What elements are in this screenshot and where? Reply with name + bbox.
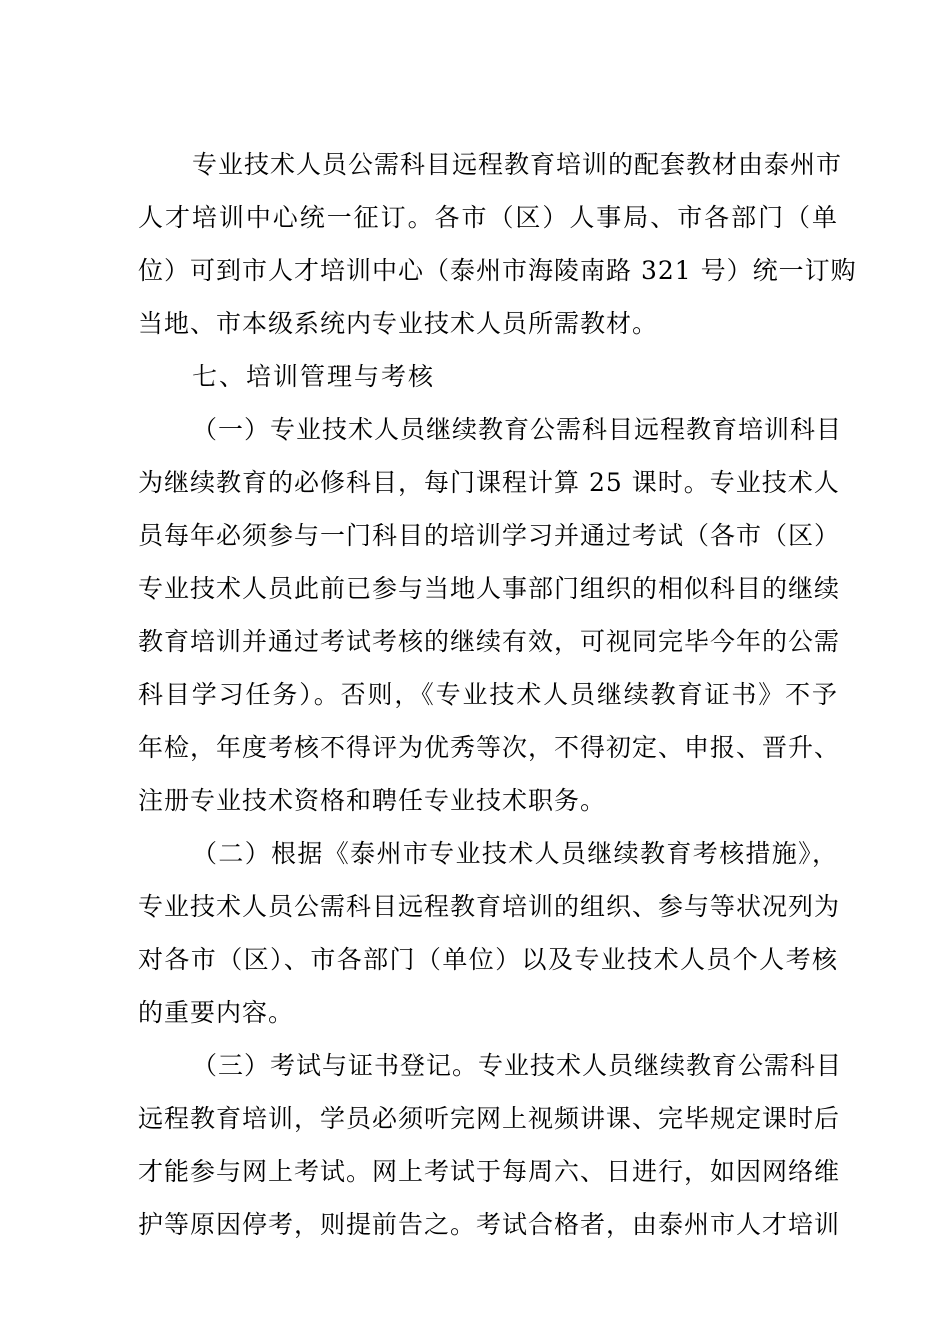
paragraph-item-2: [138, 827, 841, 1039]
text-line: 为继续教育的必修科目，每门课程计算 25 课时。专业技术人: [138, 468, 840, 497]
text-line: 年检，年度考核不得评为优秀等次，不得初定、申报、晋升、: [138, 733, 841, 762]
text-line: （二）根据《泰州市专业技术人员继续教育考核措施》，: [192, 839, 838, 868]
text-line: 人才培训中心统一征订。各市（区）人事局、市各部门（单: [138, 203, 838, 232]
text-line: 护等原因停考，则提前告之。考试合格者，由泰州市人才培训: [138, 1210, 841, 1239]
text-line: 才能参与网上考试。网上考试于每周六、日进行，如因网络维: [138, 1157, 841, 1186]
text-line: （一）专业技术人员继续教育公需科目远程教育培训科目: [192, 415, 843, 444]
paragraph-item-1: [138, 403, 843, 827]
paragraph-item-3: [138, 1039, 843, 1251]
text-line: 教育培训并通过考试考核的继续有效，可视同完毕今年的公需: [138, 627, 841, 656]
text-line: 的重要内容。: [138, 998, 295, 1027]
text-line: 位）可到市人才培训中心（泰州市海陵南路 321 号）统一订购: [138, 256, 857, 285]
document-body: [138, 138, 857, 1251]
text-line: 科目学习任务）。否则，《专业技术人员继续教育证书》不予: [138, 680, 838, 709]
text-line: （三）考试与证书登记。专业技术人员继续教育公需科目: [192, 1051, 843, 1080]
paragraph-materials: [138, 138, 857, 350]
text-line: 远程教育培训，学员必须听完网上视频讲课、完毕规定课时后: [138, 1104, 841, 1133]
text-line: 注册专业技术资格和聘任专业技术职务。: [138, 786, 607, 815]
section-heading: 七、培训管理与考核: [192, 362, 436, 391]
text-line: 专业技术人员公需科目远程教育培训的配套教材由泰州市: [192, 150, 843, 179]
text-line: 对各市（区）、市各部门（单位）以及专业技术人员个人考核: [138, 945, 838, 974]
text-line: 专业技术人员此前已参与当地人事部门组织的相似科目的继续: [138, 574, 841, 603]
text-line: 员每年必须参与一门科目的培训学习并通过考试（各市（区）: [138, 521, 841, 550]
text-line: 当地、市本级系统内专业技术人员所需教材。: [138, 309, 659, 338]
text-line: 专业技术人员公需科目远程教育培训的组织、参与等状况列为: [138, 892, 841, 921]
